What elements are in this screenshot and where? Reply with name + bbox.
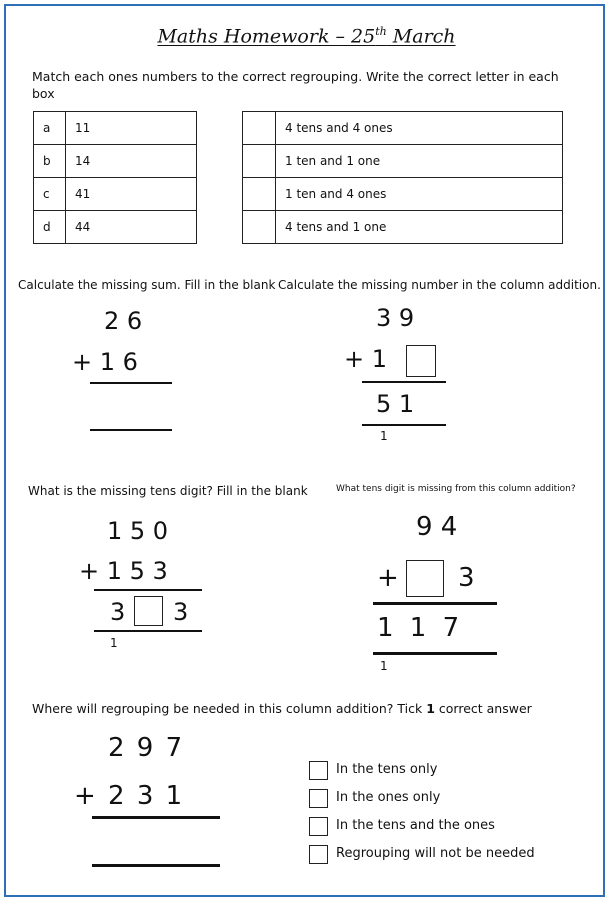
q4-answer-hundreds: 3 [110,598,126,626]
q1-left-table [33,111,197,244]
number-cell: 41 [66,178,197,211]
q6-instruction: Where will regrouping be needed in this column addition? Tick 1 correct answer [32,701,532,716]
letter-cell: b [34,145,66,178]
q3-plus-digit: + 1 [344,345,388,373]
q4-sum-line [94,589,202,591]
q5-plus-sign: + [377,563,399,593]
q5-ones-digit: 3 [458,563,475,593]
answer-box[interactable] [243,178,276,211]
regroup-cell: 1 ten and 1 one [276,145,563,178]
q6-top-number: 2 9 7 [108,733,183,763]
q4-carry: 1 [110,636,118,650]
number-cell: 44 [66,211,197,244]
q3-sum-line [362,381,446,383]
option-tens-and-ones: In the tens and the ones [336,818,495,833]
regroup-cell: 4 tens and 4 ones [276,112,563,145]
q4-missing-digit-box[interactable] [134,596,163,626]
q4-answer-ones: 3 [173,598,189,626]
table-row [34,145,197,178]
q3-top-number: 3 9 [376,304,415,332]
checkbox-tens-and-ones[interactable] [309,817,328,836]
q3-bottom-line [362,424,446,426]
checkbox-no-regrouping[interactable] [309,845,328,864]
q2-sum-line [90,382,172,384]
option-ones-only: In the ones only [336,790,441,805]
q4-bottom-line [94,630,202,632]
q2-top-number: 2 6 [104,307,143,335]
q6-answer-blank[interactable] [92,864,220,867]
answer-box[interactable] [243,112,276,145]
table-row [34,178,197,211]
table-row [243,178,563,211]
table-row [243,211,563,244]
q5-top-number: 9 4 [416,512,458,542]
answer-box[interactable] [243,211,276,244]
table-row [34,211,197,244]
table-row [34,112,197,145]
q3-missing-digit-box[interactable] [406,345,436,377]
q5-sum-line [373,602,497,605]
q5-missing-digit-box[interactable] [406,560,444,597]
table-row [243,145,563,178]
q3-answer: 5 1 [376,390,415,418]
table-row [243,112,563,145]
q5-answer: 1 1 7 [377,613,460,643]
q4-bottom-number: + 1 5 3 [79,557,168,585]
letter-cell: a [34,112,66,145]
checkbox-ones-only[interactable] [309,789,328,808]
regroup-cell: 4 tens and 1 one [276,211,563,244]
q5-bottom-line [373,652,497,655]
q2-instruction: Calculate the missing sum. Fill in the blank [18,278,276,292]
q2-answer-blank[interactable] [90,429,172,431]
q6-bottom-number: + 2 3 1 [74,781,183,811]
q5-carry: 1 [380,659,388,673]
q4-top-number: 1 5 0 [107,517,169,545]
q4-instruction: What is the missing tens digit? Fill in the blank [28,484,308,498]
regroup-cell: 1 ten and 4 ones [276,178,563,211]
number-cell: 11 [66,112,197,145]
page-title: Maths Homework – 25th March [157,25,456,48]
answer-box[interactable] [243,145,276,178]
letter-cell: d [34,211,66,244]
q1-instruction: Match each ones numbers to the correct regrouping. Write the correct letter in each box [32,69,559,101]
letter-cell: c [34,178,66,211]
number-cell: 14 [66,145,197,178]
q6-sum-line [92,816,220,819]
option-no-regrouping: Regrouping will not be needed [336,846,535,861]
q2-bottom-number: + 1 6 [72,348,138,376]
q3-carry: 1 [380,429,388,443]
option-tens-only: In the tens only [336,762,438,777]
q1-right-table [242,111,563,244]
q5-instruction: What tens digit is missing from this column addition? [336,484,576,494]
checkbox-tens-only[interactable] [309,761,328,780]
q3-instruction: Calculate the missing number in the column addition. [278,278,601,292]
